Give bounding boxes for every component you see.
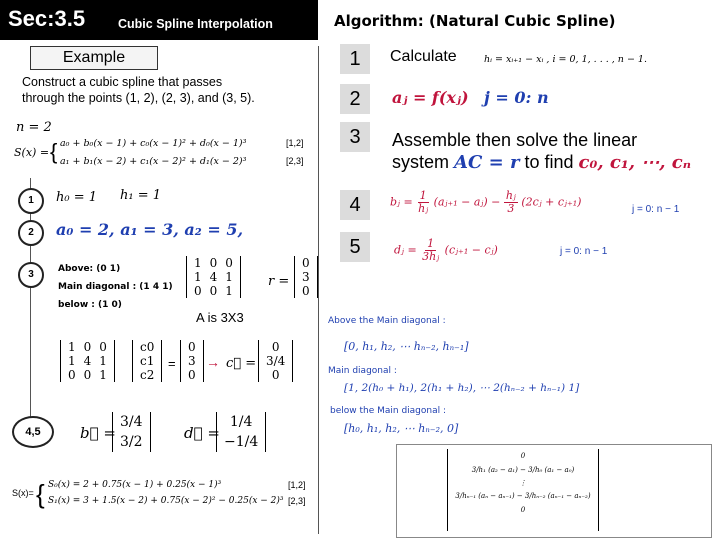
frac-den: 3hⱼ (422, 250, 440, 263)
alg-step-3-unknowns: c₀, c₁, ⋯, cₙ (578, 152, 691, 173)
a-size-note: A is 3X3 (196, 310, 244, 325)
s-row0-expr: a₀ + b₀(x − 1) + c₀(x − 1)² + d₀(x − 1)³ (60, 138, 247, 149)
above-diagonal-label: Above: (0 1) (58, 264, 121, 274)
d-formula-tail: (cⱼ₊₁ − cⱼ) (444, 243, 498, 257)
alg-step-1-badge: 1 (340, 44, 370, 74)
sys-cell: 4 (83, 354, 92, 368)
frac-num: 1 (419, 189, 427, 202)
d-cell: 1/4 (229, 414, 253, 430)
frac-num: hⱼ (505, 189, 516, 202)
final-row1: S₁(x) = 3 + 1.5(x − 2) + 0.75(x − 2)² − 0.25(x − 2)³ (48, 496, 284, 506)
sys-cell: 1 (99, 354, 107, 368)
h1-value: h₁ = 1 (120, 188, 162, 203)
system-c-vector (132, 340, 162, 382)
main-diagonal-label: Main diagonal : (1 4 1) (58, 282, 173, 292)
alg-step-3-eq: AC = r (454, 152, 520, 173)
example-statement (22, 74, 322, 106)
final-row0-interval: [1,2] (288, 480, 306, 490)
alg-step-1-text: Calculate (390, 48, 457, 65)
below-main-values: [h₀, h₁, h₂, ⋯ hₙ₋₂, 0] (344, 422, 459, 435)
sys-cell: 0 (99, 340, 107, 354)
alg-step-5-badge: 5 (340, 232, 370, 262)
a-cell: 1 (194, 270, 202, 284)
a-values: a₀ = 2, a₁ = 3, a₂ = 5, (56, 220, 244, 239)
step-3-badge: 3 (18, 262, 44, 288)
alg-step-4-range: j = 0: n − 1 (632, 204, 680, 215)
title-bar (0, 0, 318, 40)
final-row1-interval: [2,3] (288, 496, 306, 506)
r-entry-3: 3/hₙ₋₁ (aₙ − aₙ₋₁) − 3/hₙ₋₂ (aₙ₋₁ − aₙ₋₂) (455, 492, 591, 500)
system-matrix (60, 340, 115, 382)
d-vector (216, 412, 266, 452)
b-frac-2 (504, 190, 518, 215)
d-frac (420, 238, 441, 263)
b-cell: 3/2 (120, 434, 143, 450)
r-entry-2: ⋮ (519, 479, 527, 487)
r-entry-1: 3/h₁ (a₂ − a₁) − 3/h₀ (a₁ − a₀) (471, 466, 575, 474)
vector-r (294, 256, 318, 298)
c-result-lhs: c⃗ = (226, 356, 257, 371)
a-cell: 0 (209, 284, 218, 298)
alg-step-2-formula-b: j = 0: n (484, 88, 549, 107)
r-vector-bracket (447, 449, 599, 531)
alg-step-3-line2 (392, 152, 691, 173)
c-cell: c1 (140, 354, 155, 368)
alg-step-2-formula-a: aⱼ = f(xⱼ) (392, 88, 469, 107)
final-lhs: S(x)= (12, 488, 34, 498)
b-formula-tail: (2cⱼ + cⱼ₊₁) (521, 195, 582, 209)
sys-cell: 1 (99, 368, 107, 382)
s-row1-expr: a₁ + b₁(x − 2) + c₁(x − 2)² + d₁(x − 2)³ (60, 156, 247, 167)
frac-den: hⱼ (418, 202, 429, 215)
r-cell: 3 (302, 270, 310, 284)
main-diag-label: Main diagonal : (328, 366, 397, 376)
frac-num: 1 (427, 237, 435, 250)
final-row0: S₀(x) = 2 + 0.75(x − 1) + 0.25(x − 1)³ (48, 480, 222, 490)
a-cell: 1 (225, 284, 233, 298)
b-formula-mid: (aⱼ₊₁ − aⱼ) − (433, 195, 501, 209)
system-r-vector (180, 340, 204, 382)
r-cell: 0 (302, 284, 310, 298)
d-lhs: d⃗ = (184, 424, 220, 442)
r-vector-panel (396, 444, 712, 538)
alg-step-3-badge: 3 (340, 122, 370, 152)
section-title: Cubic Spline Interpolation (118, 17, 273, 31)
equals-sign: = (168, 356, 176, 371)
above-main-values: [0, h₁, h₂, ⋯ hₙ₋₂, hₙ₋₁] (344, 340, 469, 353)
statement-line-2: through the points (1, 2), (2, 3), and (3, 5). (22, 91, 255, 105)
step-1-badge: 1 (18, 188, 44, 214)
c-cell: c0 (140, 340, 155, 354)
s-brace: { (50, 139, 58, 164)
below-diagonal-label: below : (1 0) (58, 300, 122, 310)
statement-line-1: Construct a cubic spline that passes (22, 75, 223, 89)
alg-step-4-badge: 4 (340, 190, 370, 220)
section-number: Sec:3.5 (8, 6, 86, 31)
r-entry-0: 0 (520, 452, 526, 460)
r-label: r = (268, 274, 290, 289)
a-cell: 1 (194, 256, 202, 270)
s-row1-interval: [2,3] (286, 156, 304, 166)
a-cell: 4 (209, 270, 218, 284)
d-formula-lhs: dⱼ = (394, 243, 417, 257)
step-45-badge: 4,5 (12, 416, 54, 448)
alg-step-3-system: system (392, 152, 450, 172)
d-cell: −1/4 (224, 434, 259, 450)
b-cell: 3/4 (120, 414, 143, 430)
s-row0-interval: [1,2] (286, 138, 304, 148)
sys-cell: 1 (68, 354, 76, 368)
a-cell: 0 (225, 256, 233, 270)
alg-step-4-formula (390, 190, 581, 215)
alg-step-2-badge: 2 (340, 84, 370, 114)
alg-step-3-tofind: to find (524, 152, 574, 172)
sys-cell: 0 (68, 368, 76, 382)
c-result-cell: 0 (271, 340, 280, 354)
c-result-vector (258, 340, 293, 382)
arrow-icon: → (206, 354, 220, 370)
r-cell: 0 (302, 256, 310, 270)
sys-cell: 1 (68, 340, 76, 354)
h0-value: h₀ = 1 (56, 190, 98, 205)
r-cell: 3 (188, 354, 196, 368)
s-lhs: S(x) = (14, 146, 50, 159)
b-frac-1 (416, 190, 430, 215)
sys-cell: 0 (83, 368, 92, 382)
c-cell: c2 (140, 368, 155, 382)
n-equals: n = 2 (16, 120, 52, 135)
alg-step-5-range: j = 0: n − 1 (560, 246, 608, 257)
b-lhs: b⃗ = (80, 424, 116, 442)
c-result-cell: 0 (271, 368, 280, 382)
a-cell: 0 (209, 256, 218, 270)
b-vector (112, 412, 151, 452)
above-main-label: Above the Main diagonal : (328, 316, 446, 326)
final-brace: { (36, 479, 45, 509)
s-row1 (60, 156, 246, 167)
r-cell: 0 (188, 368, 196, 382)
example-label: Example (30, 46, 158, 70)
b-formula-lhs: bⱼ = (390, 195, 413, 209)
main-diag-values: [1, 2(h₀ + h₁), 2(h₁ + h₂), ⋯ 2(hₙ₋₂ + hₙ₋₁) 1] (344, 382, 580, 394)
r-entry-4: 0 (520, 506, 526, 514)
c-result-cell: 3/4 (266, 354, 286, 368)
step-2-badge: 2 (18, 220, 44, 246)
frac-den: 3 (507, 202, 515, 215)
a-cell: 1 (225, 270, 233, 284)
s-row0 (60, 138, 246, 149)
alg-step-1-formula: hᵢ = xᵢ₊₁ − xᵢ , i = 0, 1, . . . , n − 1. (484, 54, 647, 65)
below-main-label: below the Main diagonal : (330, 406, 447, 416)
alg-step-5-formula (394, 238, 498, 263)
column-divider (318, 46, 319, 534)
alg-step-3-line1: Assemble then solve the linear (392, 130, 638, 150)
sys-cell: 0 (83, 340, 92, 354)
r-cell: 0 (188, 340, 196, 354)
algorithm-title: Algorithm: (Natural Cubic Spline) (334, 12, 616, 30)
a-cell: 0 (194, 284, 202, 298)
matrix-a (186, 256, 241, 298)
step-connector (30, 178, 31, 428)
